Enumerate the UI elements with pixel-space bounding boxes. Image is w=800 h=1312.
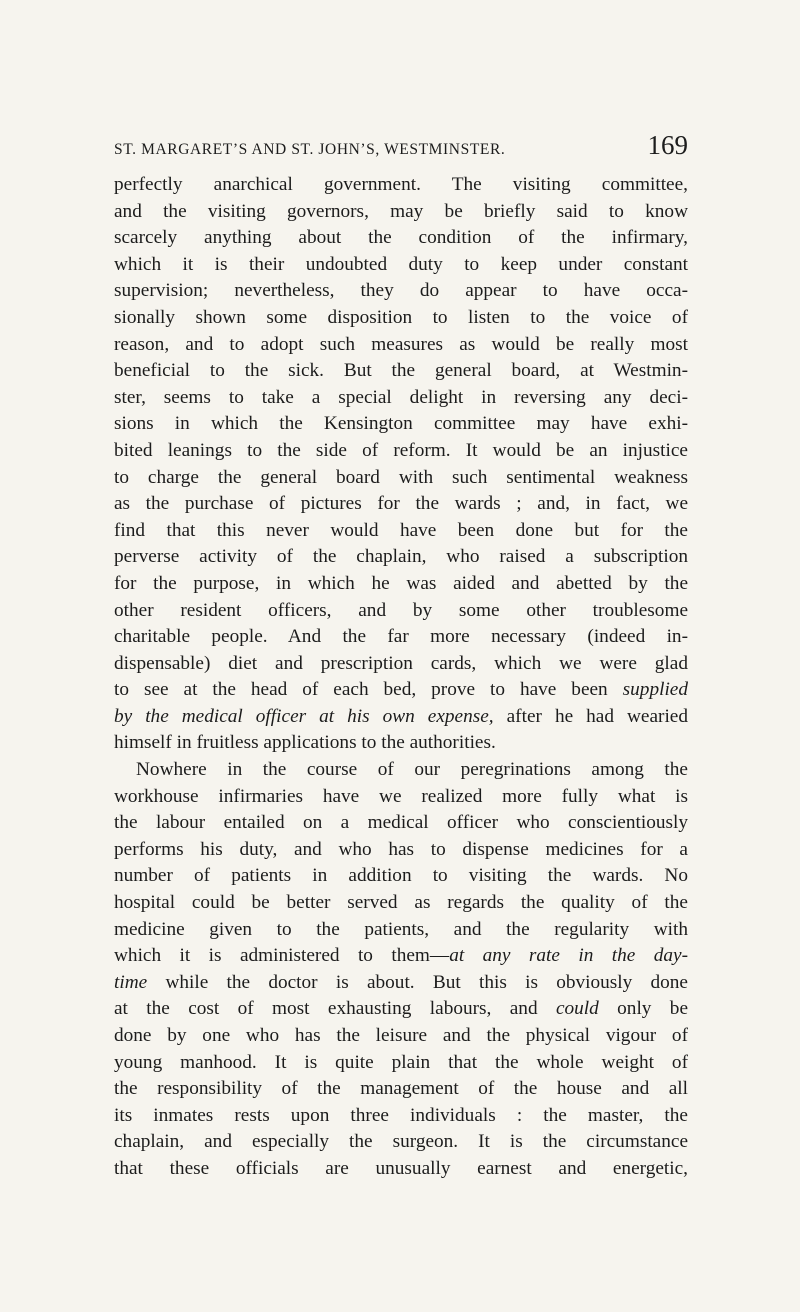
text-line: sions in which the Kensington committee may have exhi- (114, 413, 688, 435)
text-line: the labour entailed on a medical officer who conscientiously (114, 812, 688, 834)
text-line: perfectly anarchical government. The visiting committee, (114, 174, 688, 195)
text-line: dispensable) diet and prescription cards, which we were glad (114, 652, 688, 674)
text-line: sionally shown some disposition to listen to the voice of (114, 306, 688, 328)
line-text: after he had wearied (493, 705, 688, 727)
line-text: to see at the head of each bed, prove to have been (114, 679, 623, 701)
text-line (114, 677, 688, 704)
line-text: while the doctor is about. But this is obviously done (147, 971, 688, 993)
text-line (114, 996, 688, 1023)
italic-text: at any rate in the day- (449, 945, 688, 967)
text-line: bited leanings to the side of reform. It would be an injustice (114, 439, 688, 461)
text-line: to charge the general board with such sentimental weakness (114, 466, 688, 488)
text-line: himself in fruitless applications to the authorities. (114, 732, 496, 754)
italic-text: by the medical officer at his own expense, (114, 705, 494, 727)
text-line: Nowhere in the course of our peregrinations among the (136, 759, 688, 781)
text-line (114, 970, 688, 997)
text-line: which it is their undoubted duty to keep under constant (114, 253, 688, 275)
text-line: number of patients in addition to visiting the wards. No (114, 865, 688, 887)
text-line (114, 704, 688, 731)
italic-text: supplied (622, 679, 688, 701)
text-line: done by one who has the leisure and the physical vigour of (114, 1025, 688, 1046)
text-line: as the purchase of pictures for the wards ; and, in fact, we (114, 493, 688, 515)
italic-text: time (114, 971, 148, 993)
text-line: its inmates rests upon three individuals : the master, the (114, 1104, 688, 1126)
text-line: find that this never would have been done but for the (114, 519, 688, 541)
text-line: and the visiting governors, may be briefly said to know (114, 200, 688, 222)
text-line: perverse activity of the chaplain, who raised a subscription (114, 546, 688, 568)
text-line: reason, and to adopt such measures as would be really most (114, 333, 688, 355)
text-line: for the purpose, in which he was aided and abetted by the (114, 572, 688, 594)
text-line: that these officials are unusually earnest and energetic, (114, 1157, 688, 1179)
text-line: ster, seems to take a special delight in reversing any deci- (114, 386, 688, 408)
text-line: beneficial to the sick. But the general board, at Westmin- (114, 360, 688, 382)
line-text: at the cost of most exhausting labours, and could only be (114, 998, 688, 1020)
text-line: medicine given to the patients, and the regularity with (114, 918, 688, 940)
text-line: scarcely anything about the condition of the infirmary, (114, 227, 688, 249)
text-line (114, 943, 688, 970)
text-line: charitable people. And the far more necessary (indeed in- (114, 626, 688, 648)
text-line: the responsibility of the management of the house and all (114, 1078, 688, 1100)
running-title: ST. MARGARET’S AND ST. JOHN’S, WESTMINSTER. (114, 141, 506, 158)
text-line: other resident officers, and by some other troublesome (114, 599, 688, 621)
text-line: supervision; nevertheless, they do appear to have occa- (114, 280, 688, 302)
text-line: young manhood. It is quite plain that the whole weight of (114, 1051, 688, 1073)
line-text: which it is administered to them— (114, 945, 450, 967)
text-line: workhouse infirmaries have we realized more fully what is (114, 785, 688, 807)
text-line: hospital could be better served as regards the quality of the (114, 892, 688, 914)
running-head (114, 130, 688, 166)
text-line: performs his duty, and who has to dispense medicines for a (114, 838, 688, 860)
body-text (114, 172, 688, 1183)
text-line: chaplain, and especially the surgeon. It is the circumstance (114, 1131, 688, 1153)
page-number: 169 (647, 130, 688, 160)
